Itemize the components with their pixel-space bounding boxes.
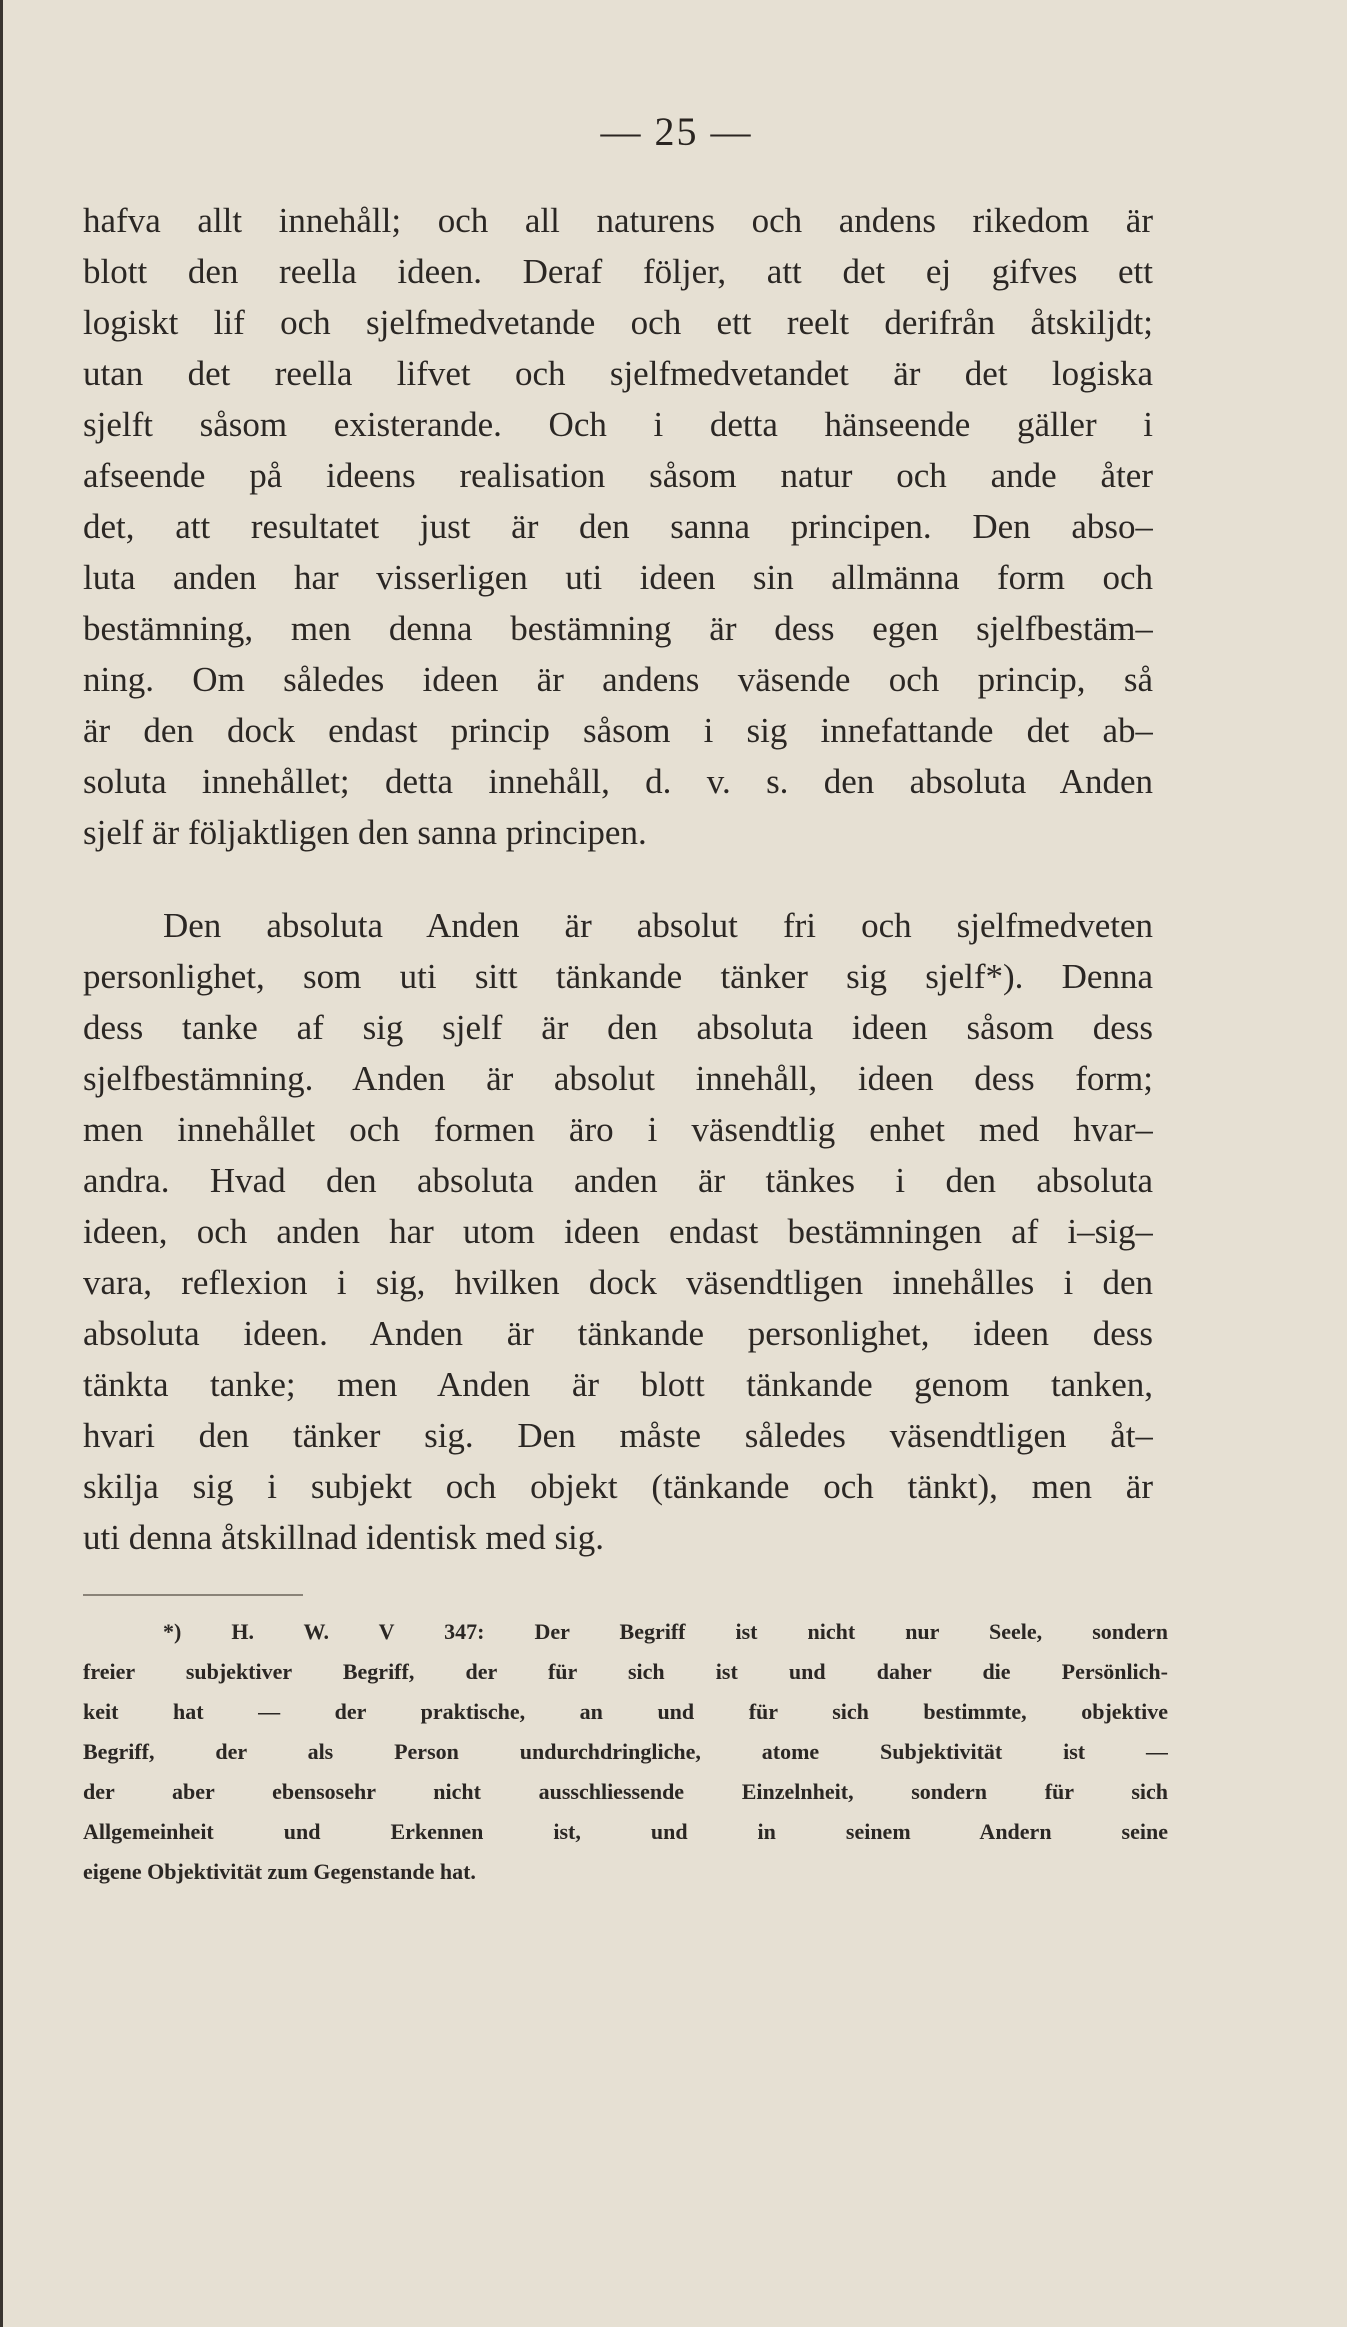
text-line: andra. Hvad den absoluta anden är tänkes i den absoluta <box>83 1161 1153 1200</box>
text-line: hafva allt innehåll; och all naturens och andens rikedom är <box>83 201 1153 240</box>
text-line: det, att resultatet just är den sanna principen. Den abso– <box>83 507 1153 546</box>
text-line: utan det reella lifvet och sjelfmedvetandet är det logiska <box>83 354 1153 393</box>
text-line: ning. Om således ideen är andens väsende och princip, så <box>83 660 1153 699</box>
footnote-line: Begriff, der als Person undurchdringliche, atome Subjektivität ist — <box>83 1739 1168 1764</box>
paragraph-1 <box>83 195 1153 858</box>
text-line: Den absoluta Anden är absolut fri och sjelfmedveten <box>163 906 1153 945</box>
text-line: afseende på ideens realisation såsom natur och ande åter <box>83 456 1153 495</box>
text-line: sjelfbestämning. Anden är absolut innehåll, ideen dess form; <box>83 1059 1153 1098</box>
page-number: — 25 — <box>600 109 753 154</box>
text-line: logiskt lif och sjelfmedvetande och ett reelt derifrån åtskiljdt; <box>83 303 1153 342</box>
footnote-line: keit hat — der praktische, an und für sich bestimmte, objektive <box>83 1699 1168 1724</box>
text-line: hvari den tänker sig. Den måste således väsendtligen åt– <box>83 1416 1153 1455</box>
text-line: ideen, och anden har utom ideen endast bestämningen af i–sig– <box>83 1212 1153 1251</box>
text-line: absoluta ideen. Anden är tänkande personlighet, ideen dess <box>83 1314 1153 1353</box>
text-line: blott den reella ideen. Deraf följer, att det ej gifves ett <box>83 252 1153 291</box>
text-line: bestämning, men denna bestämning är dess egen sjelfbestäm– <box>83 609 1153 648</box>
footnote-line: der aber ebensosehr nicht ausschliessende Einzelnheit, sondern für sich <box>83 1779 1168 1804</box>
footnote <box>83 1612 1168 1892</box>
text-line: skilja sig i subjekt och objekt (tänkande och tänkt), men är <box>83 1467 1153 1506</box>
footnote-line: eigene Objektivität zum Gegenstande hat. <box>83 1859 476 1884</box>
text-line: sjelft såsom existerande. Och i detta hänseende gäller i <box>83 405 1153 444</box>
text-line: personlighet, som uti sitt tänkande tänker sig sjelf*). Denna <box>83 957 1153 996</box>
paragraph-2 <box>83 900 1153 1563</box>
footnote-line: freier subjektiver Begriff, der für sich ist und daher die Persönlich- <box>83 1659 1168 1684</box>
text-line: är den dock endast princip såsom i sig innefattande det ab– <box>83 711 1153 750</box>
text-line: dess tanke af sig sjelf är den absoluta ideen såsom dess <box>83 1008 1153 1047</box>
footnote-divider <box>83 1594 303 1596</box>
text-line: uti denna åtskillnad identisk med sig. <box>83 1518 605 1557</box>
text-line: vara, reflexion i sig, hvilken dock väsendtligen innehålles i den <box>83 1263 1153 1302</box>
text-line: tänkta tanke; men Anden är blott tänkande genom tanken, <box>83 1365 1153 1404</box>
text-line: men innehållet och formen äro i väsendtlig enhet med hvar– <box>83 1110 1153 1149</box>
footnote-line: Allgemeinheit und Erkennen ist, und in seinem Andern seine <box>83 1819 1168 1844</box>
text-line: sjelf är följaktligen den sanna principen. <box>83 813 647 852</box>
text-line: luta anden har visserligen uti ideen sin allmänna form och <box>83 558 1153 597</box>
footnote-line: *) H. W. V 347: Der Begriff ist nicht nur Seele, sondern <box>163 1619 1168 1644</box>
text-line: soluta innehållet; detta innehåll, d. v. s. den absoluta Anden <box>83 762 1153 801</box>
